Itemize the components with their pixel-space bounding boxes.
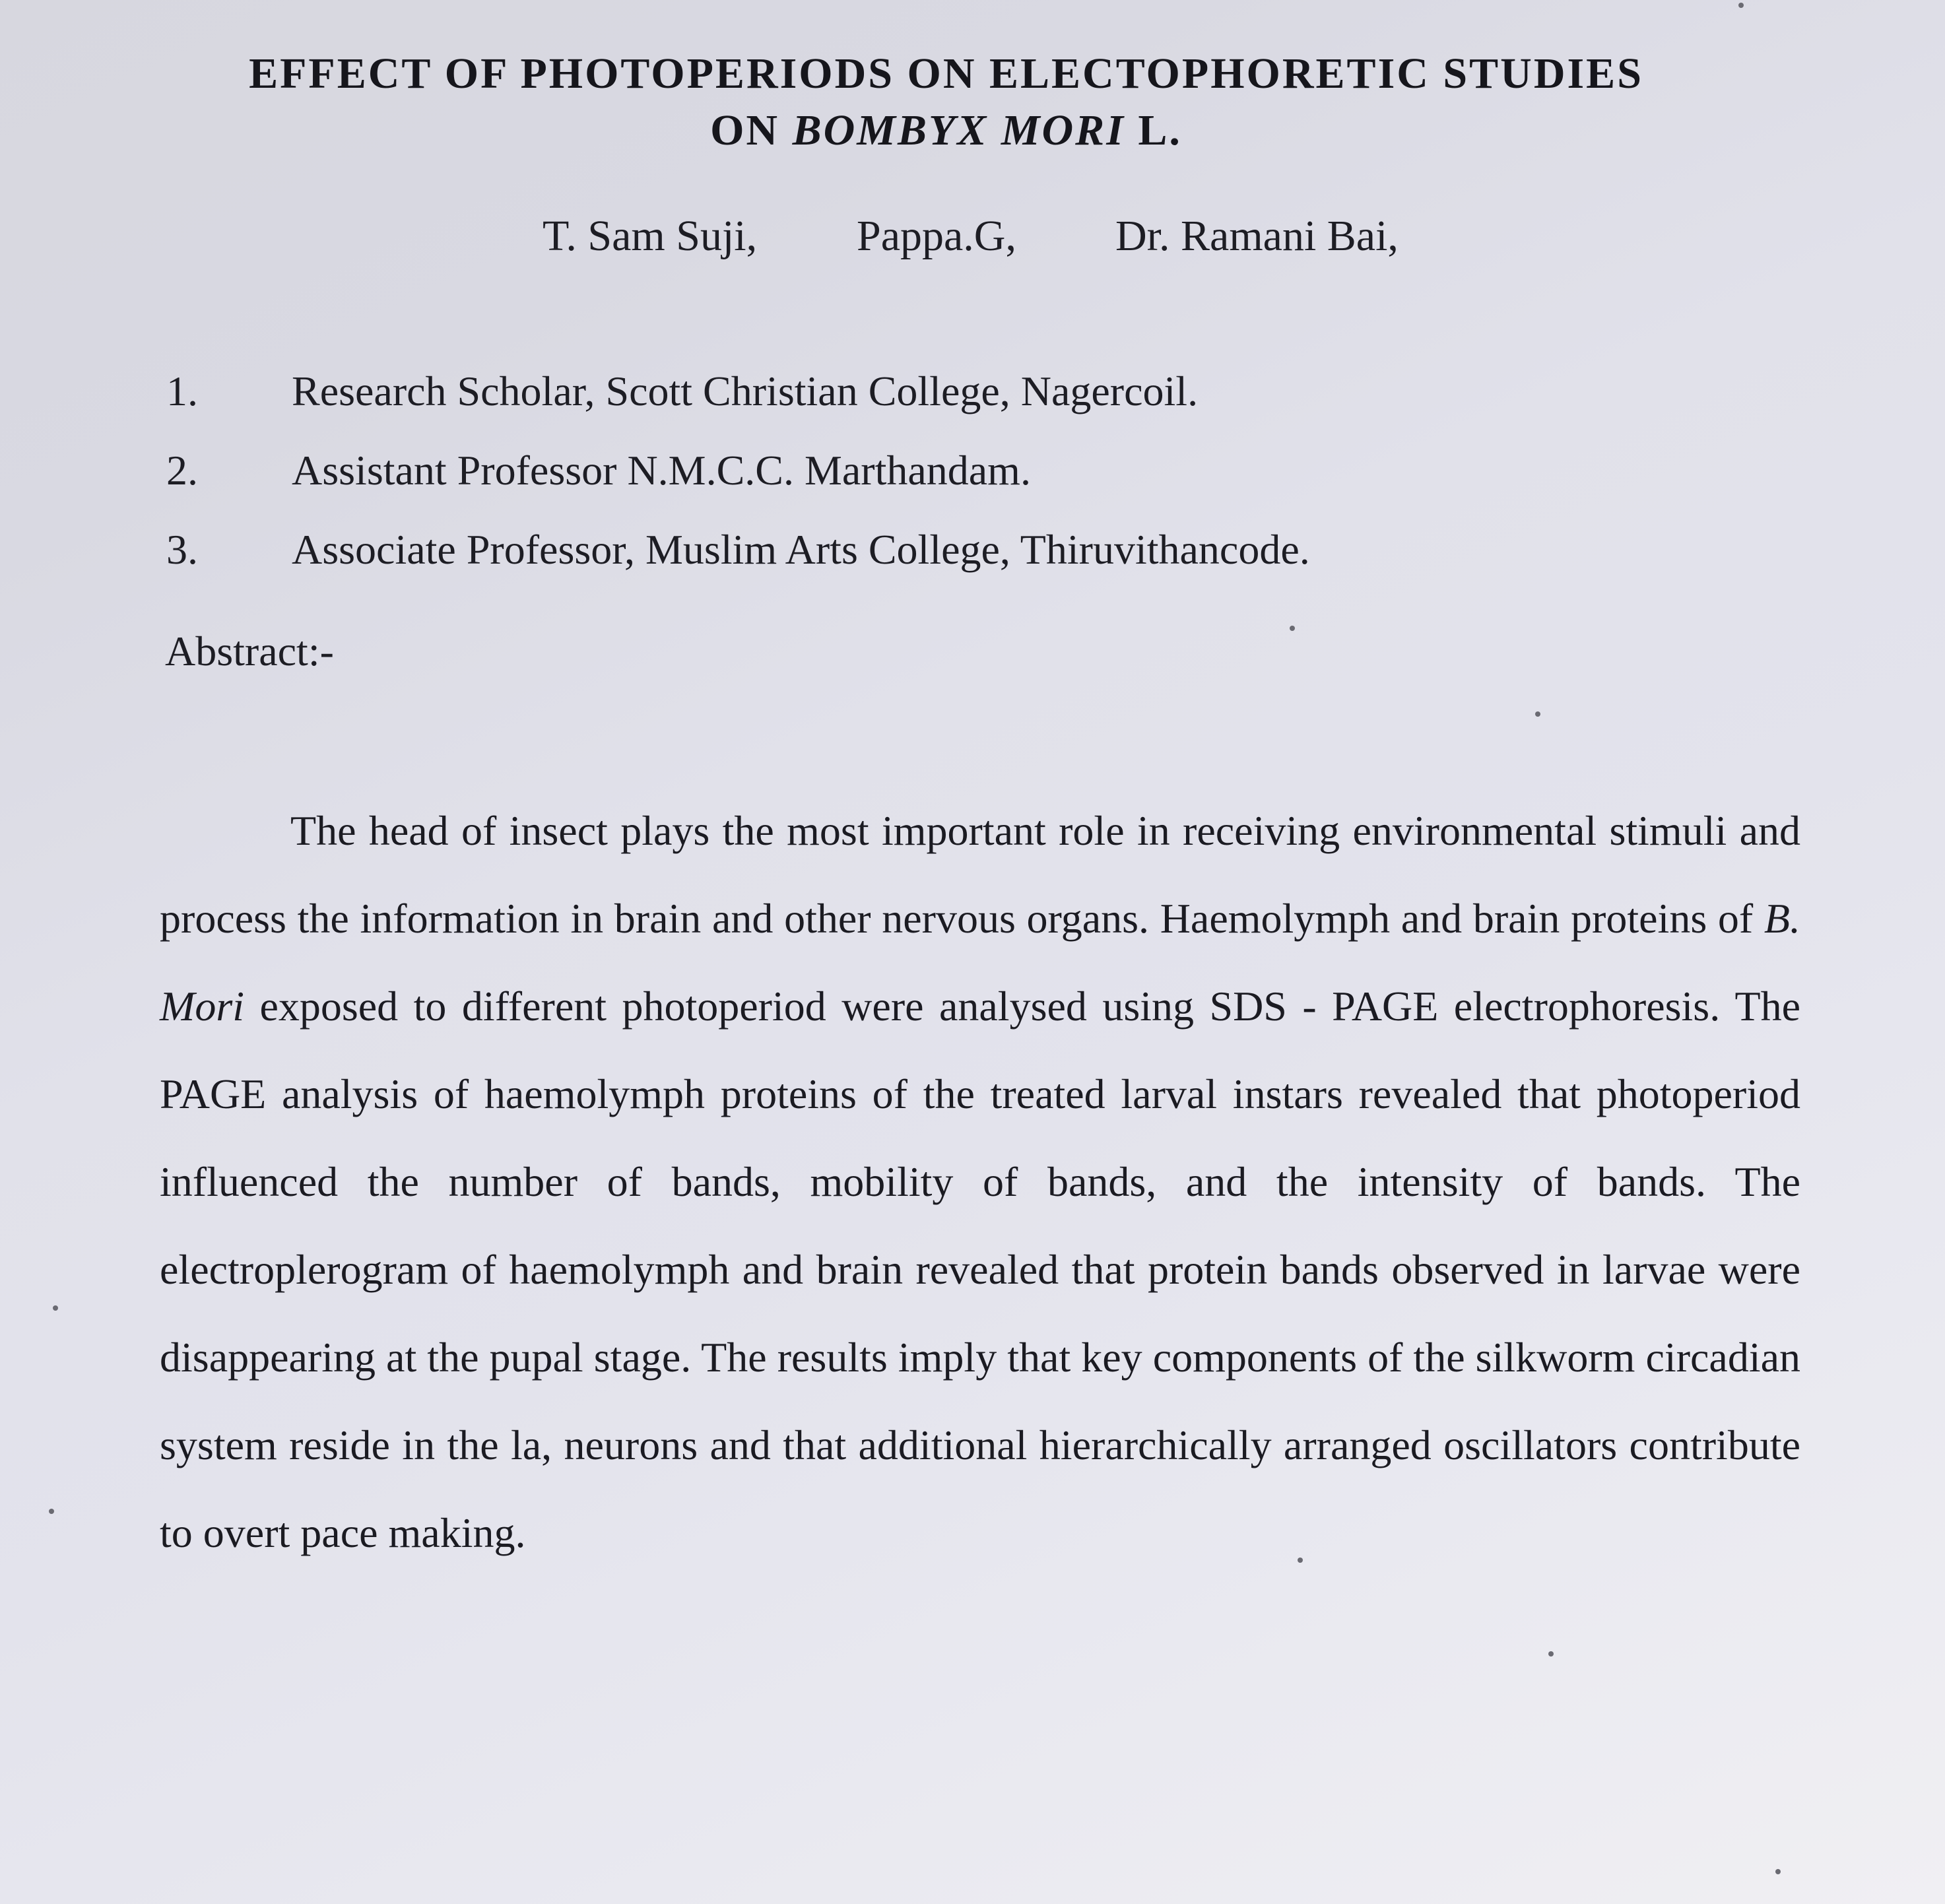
abstract-heading: Abstract:- — [165, 628, 334, 674]
paper-speck — [1298, 1558, 1303, 1563]
affiliation-text: Research Scholar, Scott Christian College, Nagercoil. — [292, 368, 1199, 414]
abstract-body — [160, 787, 1800, 1577]
paper-speck — [49, 1509, 54, 1514]
paper-title-line-1: EFFECT OF PHOTOPERIODS ON ELECTOPHORETIC STUDIES — [249, 49, 1643, 98]
paper-speck — [53, 1305, 58, 1311]
paper-title-line-2 — [0, 106, 1919, 156]
author-1: T. Sam Suji, — [543, 212, 758, 260]
paper-speck — [1290, 626, 1295, 631]
title-species: BOMBYX MORI — [792, 106, 1125, 154]
title-suffix: L. — [1125, 106, 1182, 154]
author-3: Dr. Ramani Bai, — [1115, 212, 1399, 260]
affiliation-2 — [166, 446, 1031, 495]
affiliation-number: 2. — [166, 447, 198, 494]
paper-speck — [1548, 1651, 1554, 1657]
paper-speck — [1738, 3, 1744, 8]
affiliation-number: 1. — [166, 368, 198, 414]
affiliation-3 — [166, 525, 1310, 574]
title-prefix: ON — [710, 106, 793, 154]
abstract-text-part-1: The head of insect plays the most important role in receiving environmental stimuli and process the information in brain and other nervous organs. Haemolymph and brain proteins of — [160, 807, 1800, 942]
affiliation-1 — [166, 367, 1198, 416]
abstract-text-part-2: exposed to different photoperiod were analysed using SDS - PAGE electrophoresis. The PAGE analysis of haemolymph proteins of the treated larval instars revealed that photoperiod influenced the number of bands, mobility of bands, and the intensity of bands. The electroplerogram of haemolymph and brain revealed that protein bands observed in larvae were disappearing at the pupal stage. The results imply that key components of the silkworm circadian system reside in the la, neurons and that additional hierarchically arranged oscillators contribute to overt pace making. — [160, 983, 1800, 1556]
author-2: Pappa.G, — [857, 212, 1016, 260]
paper-speck — [1535, 711, 1540, 717]
affiliation-number: 3. — [166, 526, 198, 573]
affiliation-text: Assistant Professor N.M.C.C. Marthandam. — [292, 447, 1031, 494]
abstract-species: B. Mori — [160, 895, 1800, 1030]
paper-speck — [1775, 1869, 1781, 1874]
affiliation-text: Associate Professor, Muslim Arts College, Thiruvithancode. — [292, 526, 1310, 573]
